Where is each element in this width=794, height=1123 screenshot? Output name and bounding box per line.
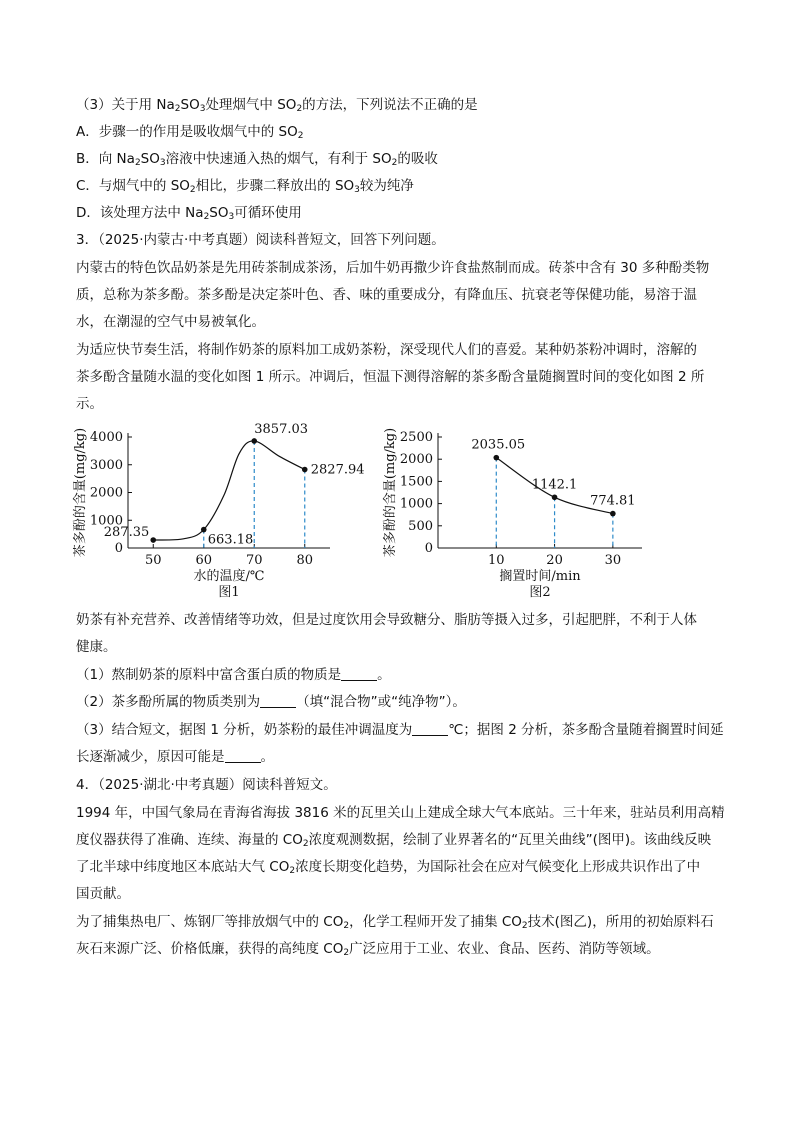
data-point	[150, 537, 156, 543]
option-d: D．该处理方法中 $Na_2SO_3$可循环使用	[76, 205, 302, 222]
data-label: 287.35	[103, 525, 150, 541]
q3-paragraph-line: 质，总称为茶多酚。茶多酚是决定茶叶色、香、味的重要成分，有降血压、抗衰老等保健功能，易溶于温	[76, 287, 697, 303]
y-tick-label: 2000	[89, 485, 123, 501]
data-point	[552, 494, 558, 500]
y-tick-label: 0	[424, 541, 433, 556]
y-tick-label: 1000	[399, 496, 433, 512]
figure-1-chart	[73, 422, 365, 600]
figure-caption: 图1	[218, 585, 240, 600]
q4-paragraph-line: 1994 年，中国气象局在青海省海拔 3816 米的瓦里关山上建成全球大气本底站。三十年来，驻站员利用高精	[76, 805, 725, 821]
q4-paragraph-line: 为了捕集热电厂、炼钢厂等排放烟气中的 $CO_2$，化学工程师开发了捕集 $CO_2$技术(图乙)，所用的初始原料石	[76, 914, 714, 931]
q4-paragraph-line: 国贡献。	[76, 886, 130, 902]
q-prev-stem: （3）关于用 $Na_2SO_3$处理烟气中 $SO_2$的方法，下列说法不正确的是	[76, 97, 478, 114]
answer-blank[interactable]	[412, 723, 448, 736]
x-axis-title: 搁置时间/min	[499, 569, 581, 584]
q3-paragraph-line: 示。	[76, 396, 103, 412]
x-tick-label: 20	[546, 553, 563, 568]
x-tick-label: 50	[144, 553, 162, 568]
data-point	[302, 467, 308, 473]
y-tick-label: 1500	[399, 474, 433, 490]
q3-heading: 3．（2025·内蒙古·中考真题）阅读科普短文，回答下列问题。	[76, 232, 445, 248]
q3-paragraph-line: 茶多酚含量随水温的变化如图 1 所示。冲调后，恒温下测得溶解的茶多酚含量随搁置时间的变化如图 2 所	[76, 369, 705, 385]
data-point	[201, 527, 207, 533]
y-tick-label: 0	[114, 541, 123, 556]
option-a: A．步骤一的作用是吸收烟气中的 $SO_2$	[76, 124, 304, 141]
q3-subquestion-2: （2）茶多酚所属的物质类别为 （填“混合物”或“纯净物”）。	[76, 694, 466, 710]
y-tick-label: 1000	[89, 513, 123, 529]
y-tick-label: 3000	[89, 457, 123, 473]
y-tick-label: 500	[408, 518, 433, 534]
data-label: 3857.03	[254, 421, 309, 437]
q3-paragraph-line: 健康。	[76, 639, 117, 655]
data-label: 2827.94	[310, 462, 365, 478]
q3-subquestion-3-cont: 长逐渐减少，原因可能是 。	[76, 749, 274, 765]
answer-blank[interactable]	[341, 668, 377, 681]
q3-paragraph-line: 为适应快节奏生活，将制作奶茶的原料加工成奶茶粉，深受现代人们的喜爱。某种奶茶粉冲调时，溶解的	[76, 342, 697, 358]
x-axis-title: 水的温度/℃	[193, 569, 265, 584]
x-tick-label: 70	[245, 553, 263, 568]
x-tick-label: 80	[296, 553, 314, 568]
data-label: 774.81	[590, 493, 636, 509]
y-axis-title: 茶多酚的含量(mg/kg)	[383, 427, 398, 558]
y-tick-label: 2000	[399, 452, 433, 468]
q4-heading: 4．（2025·湖北·中考真题）阅读科普短文。	[76, 777, 337, 793]
data-point	[493, 455, 499, 461]
answer-blank[interactable]	[260, 695, 296, 708]
series-line	[153, 441, 305, 540]
x-tick-label: 30	[604, 553, 622, 568]
q4-paragraph-line: 了北半球中纬度地区本底站大气 $CO_2$浓度长期变化趋势，为国际社会在应对气候变化上形成共识作出了中	[76, 859, 701, 876]
option-b: B．向 $Na_2SO_3$溶液中快速通入热的烟气，有利于 $SO_2$的吸收	[76, 151, 438, 168]
figure-2-chart	[383, 428, 642, 600]
data-label: 1142.1	[531, 477, 578, 493]
q4-paragraph-line: 度仪器获得了准确、连续、海量的 $CO_2$浓度观测数据，绘制了业界著名的“瓦里关曲线”(图甲)。该曲线反映	[76, 832, 712, 849]
q3-paragraph-line: 水，在潮湿的空气中易被氧化。	[76, 314, 265, 330]
data-point	[610, 511, 616, 517]
data-label: 663.18	[207, 532, 254, 548]
q3-subquestion-1: （1）熬制奶茶的原料中富含蛋白质的物质是 。	[76, 667, 391, 683]
q3-paragraph-line: 奶茶有补充营养、改善情绪等功效，但是过度饮用会导致糖分、脂肪等摄入过多，引起肥胖，不利于人体	[76, 612, 697, 628]
y-axis-title: 茶多酚的含量(mg/kg)	[73, 427, 88, 558]
y-tick-label: 2500	[399, 430, 433, 445]
y-tick-label: 4000	[89, 430, 123, 445]
x-tick-label: 60	[195, 553, 213, 568]
q3-paragraph-line: 内蒙古的特色饮品奶茶是先用砖茶制成茶汤，后加牛奶再撒少许食盐熬制而成。砖茶中含有 30 多种酚类物	[76, 260, 710, 276]
x-tick-label: 10	[488, 553, 505, 568]
figures	[60, 420, 700, 610]
figure-caption: 图2	[529, 585, 551, 600]
q4-paragraph-line: 灰石来源广泛、价格低廉，获得的高纯度 $CO_2$广泛应用于工业、农业、食品、医药、消防等领域。	[76, 941, 660, 958]
q3-subquestion-3: （3）结合短文，据图 1 分析，奶茶粉的最佳冲调温度为 ℃；据图 2 分析，茶多酚含量随着搁置时间延	[76, 722, 724, 738]
option-c: C．与烟气中的 $SO_2$相比，步骤二释放出的 $SO_3$较为纯净	[76, 178, 414, 195]
data-label: 2035.05	[471, 437, 526, 453]
answer-blank[interactable]	[225, 750, 261, 763]
data-point	[251, 438, 257, 444]
